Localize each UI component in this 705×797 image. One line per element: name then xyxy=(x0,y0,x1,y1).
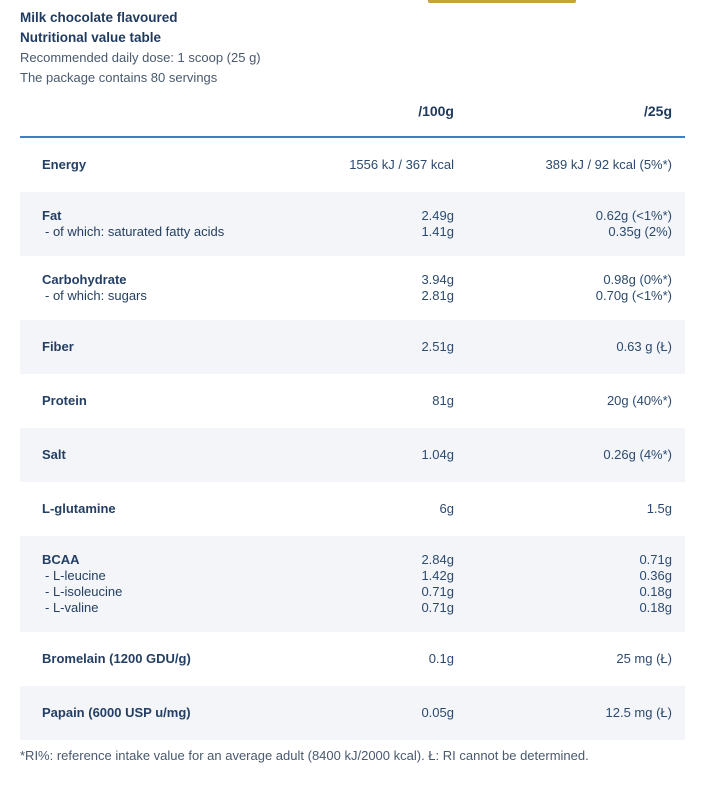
per100g-value-line: 0.05g xyxy=(421,705,454,720)
table-row xyxy=(20,632,685,686)
per100g-value xyxy=(227,272,454,304)
table-rows xyxy=(20,138,685,740)
row-name: Papain (6000 USP u/mg) xyxy=(42,705,191,720)
per25g-value xyxy=(454,651,672,667)
per25g-value xyxy=(454,339,672,355)
per25g-value-line: 20g (40%*) xyxy=(606,393,672,408)
table-row xyxy=(20,138,685,192)
per100g-value-line: 3.94g xyxy=(421,272,454,287)
per25g-value-line: 0.36g xyxy=(639,568,672,583)
column-header-per100g: /100g xyxy=(418,103,454,119)
per25g-value xyxy=(454,393,672,409)
per25g-value xyxy=(454,705,672,721)
table-row xyxy=(20,374,685,428)
row-label xyxy=(42,447,227,463)
per100g-value xyxy=(227,393,454,409)
per100g-value xyxy=(227,552,454,616)
nutrition-table xyxy=(20,102,685,740)
per25g-value-line: 0.70g (<1%*) xyxy=(595,288,672,303)
row-sub-label: - L-valine xyxy=(45,600,99,615)
table-row xyxy=(20,482,685,536)
table-row xyxy=(20,536,685,632)
per100g-value-line: 1.41g xyxy=(421,224,454,239)
per100g-value xyxy=(227,157,454,173)
row-name: Carbohydrate xyxy=(42,272,127,287)
per100g-value-line: 1.42g xyxy=(421,568,454,583)
page-header xyxy=(0,8,705,88)
row-name: Energy xyxy=(42,157,87,172)
servings-text: The package contains 80 servings xyxy=(20,70,218,85)
per25g-value-line: 389 kJ / 92 kcal (5%*) xyxy=(545,157,672,172)
per25g-value-line: 0.98g (0%*) xyxy=(603,272,672,287)
row-label xyxy=(42,552,227,616)
column-header-row xyxy=(20,102,685,120)
row-label xyxy=(42,208,227,240)
per25g-value-line: 12.5 mg (Ł) xyxy=(605,705,672,720)
table-row xyxy=(20,192,685,256)
per25g-value xyxy=(454,447,672,463)
per100g-value-line: 6g xyxy=(439,501,454,516)
table-row xyxy=(20,320,685,374)
per100g-value xyxy=(227,208,454,240)
per25g-value xyxy=(454,552,672,616)
row-label xyxy=(42,705,227,721)
per25g-value-line: 0.71g xyxy=(639,552,672,567)
per100g-value-line: 2.81g xyxy=(421,288,454,303)
per25g-value-line: 1.5g xyxy=(646,501,672,516)
per25g-value-line: 0.35g (2%) xyxy=(608,224,672,239)
row-sub-label: - of which: saturated fatty acids xyxy=(45,224,225,239)
row-name: Salt xyxy=(42,447,66,462)
per100g-value-line: 2.51g xyxy=(421,339,454,354)
flavour-title: Milk chocolate flavoured xyxy=(20,10,178,25)
column-header-per25g: /25g xyxy=(643,103,672,119)
per25g-value-line: 0.63 g (Ł) xyxy=(616,339,672,354)
per100g-value-line: 1.04g xyxy=(421,447,454,462)
per25g-value-line: 0.26g (4%*) xyxy=(603,447,672,462)
per100g-value xyxy=(227,651,454,667)
per100g-value xyxy=(227,447,454,463)
footnote: *RI%: reference intake value for an average adult (8400 kJ/2000 kcal). Ł: RI cannot be determined. xyxy=(20,748,589,763)
per25g-value-line: 0.18g xyxy=(639,584,672,599)
per25g-value xyxy=(454,208,672,240)
per25g-value-line: 0.18g xyxy=(639,600,672,615)
row-sub-label: - L-isoleucine xyxy=(45,584,123,599)
row-name: BCAA xyxy=(42,552,80,567)
row-name: Fiber xyxy=(42,339,74,354)
per25g-value xyxy=(454,272,672,304)
per25g-value-line: 25 mg (Ł) xyxy=(616,651,672,666)
row-name: Fat xyxy=(42,208,62,223)
row-sub-label: - of which: sugars xyxy=(45,288,147,303)
row-label xyxy=(42,272,227,304)
per100g-value xyxy=(227,705,454,721)
table-row xyxy=(20,686,685,740)
per25g-value-line: 0.62g (<1%*) xyxy=(595,208,672,223)
daily-dose-text: Recommended daily dose: 1 scoop (25 g) xyxy=(20,50,261,65)
per100g-value-line: 1556 kJ / 367 kcal xyxy=(349,157,454,172)
row-sub-label: - L-leucine xyxy=(45,568,106,583)
top-accent-bar xyxy=(428,0,576,3)
per25g-value xyxy=(454,157,672,173)
per100g-value-line: 0.71g xyxy=(421,600,454,615)
row-name: Protein xyxy=(42,393,87,408)
per100g-value-line: 0.1g xyxy=(428,651,454,666)
per100g-value-line: 81g xyxy=(432,393,454,408)
per100g-value xyxy=(227,339,454,355)
row-label xyxy=(42,393,227,409)
per100g-value-line: 0.71g xyxy=(421,584,454,599)
per100g-value xyxy=(227,501,454,517)
per100g-value-line: 2.49g xyxy=(421,208,454,223)
table-row xyxy=(20,256,685,320)
per100g-value-line: 2.84g xyxy=(421,552,454,567)
row-label xyxy=(42,651,227,667)
table-row xyxy=(20,428,685,482)
table-title: Nutritional value table xyxy=(20,30,162,45)
row-label xyxy=(42,339,227,355)
row-label xyxy=(42,157,227,173)
row-label xyxy=(42,501,227,517)
row-name: Bromelain (1200 GDU/g) xyxy=(42,651,191,666)
per25g-value xyxy=(454,501,672,517)
row-name: L-glutamine xyxy=(42,501,116,516)
